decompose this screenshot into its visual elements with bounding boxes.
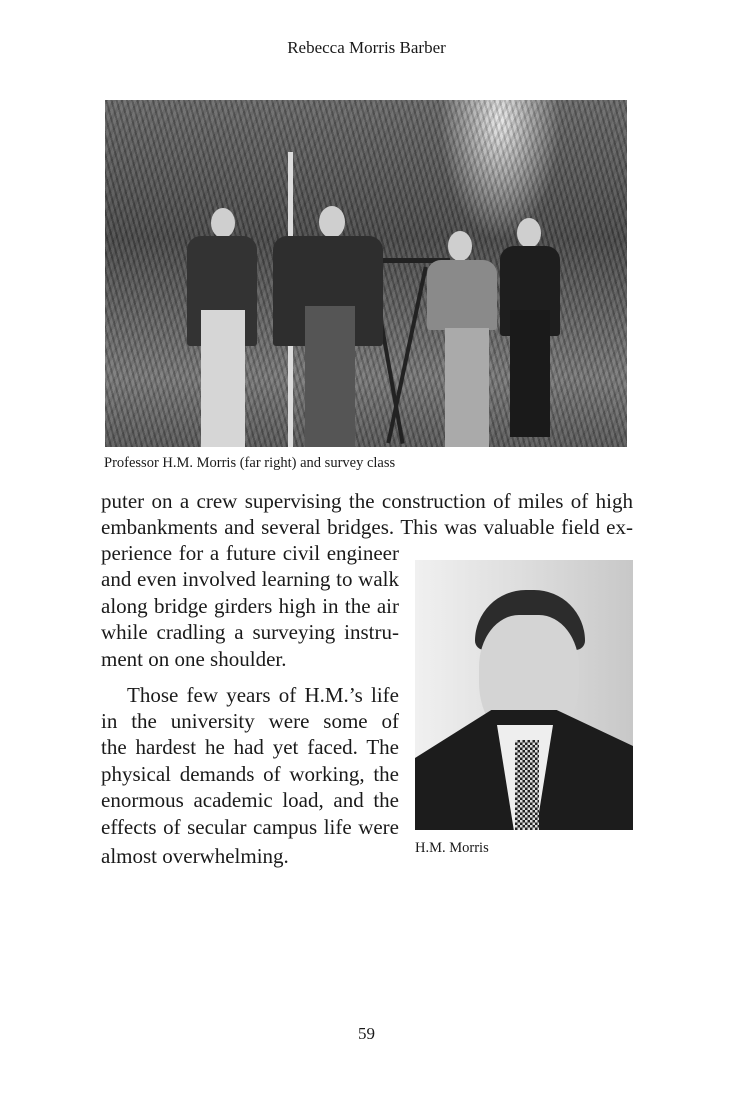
body-line: enormous academic load, and the bbox=[101, 788, 399, 812]
figure-caption-survey-class: Professor H.M. Morris (far right) and survey class bbox=[104, 455, 396, 471]
body-line: almost overwhelming. bbox=[101, 844, 289, 868]
running-head: Rebecca Morris Barber bbox=[287, 38, 446, 57]
body-line: and even involved learning to walk bbox=[101, 567, 399, 591]
body-line: effects of secular campus life were bbox=[101, 815, 399, 839]
body-line: while cradling a surveying instru- bbox=[101, 620, 399, 644]
body-line: ment on one shoulder. bbox=[101, 647, 287, 671]
hm-morris-portrait bbox=[415, 560, 633, 830]
figure-caption-portrait: H.M. Morris bbox=[415, 840, 489, 856]
page-number: 59 bbox=[358, 1024, 375, 1043]
body-line: in the university were some of bbox=[101, 709, 399, 733]
body-line: physical demands of working, the bbox=[101, 762, 399, 786]
body-line: the hardest he had yet faced. The bbox=[101, 735, 399, 759]
survey-class-photo bbox=[105, 100, 627, 447]
body-line: along bridge girders high in the air bbox=[101, 594, 399, 618]
body-line: embankments and several bridges. This was valuable field ex- bbox=[101, 515, 633, 539]
body-line: Those few years of H.M.’s life bbox=[127, 683, 399, 707]
body-line: puter on a crew supervising the construction of miles of high bbox=[101, 489, 633, 513]
body-line: perience for a future civil engineer bbox=[101, 541, 399, 565]
